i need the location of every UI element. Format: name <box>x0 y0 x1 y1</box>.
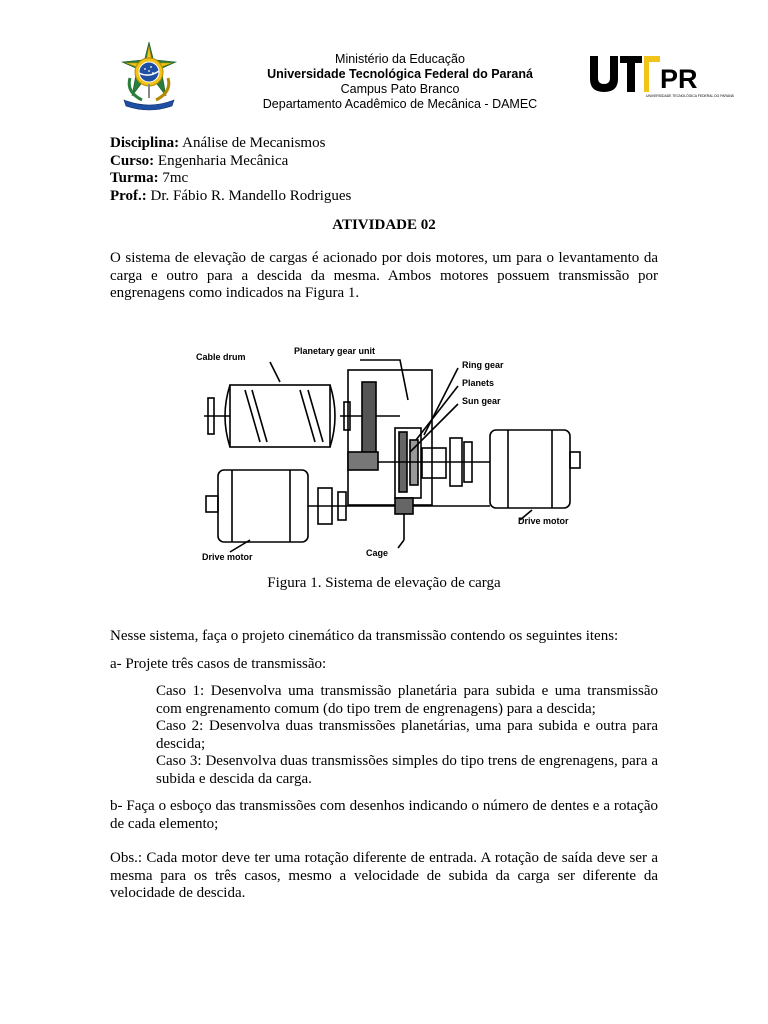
disciplina-value: Análise de Mecanismos <box>182 135 326 151</box>
prof-label: Prof.: <box>110 187 147 204</box>
label-planets: Planets <box>462 378 495 388</box>
case-1: Caso 1: Desenvolva uma transmissão planetária para subida e uma transmissão com engrenamento comum (do tipo trem de engrenagens) para a descida; <box>156 683 658 717</box>
institution-header <box>230 52 570 112</box>
disciplina-line <box>110 135 351 153</box>
figure-caption: Figura 1. Sistema de elevação de carga <box>267 575 501 591</box>
label-cable-drum: Cable drum <box>196 352 246 362</box>
turma-label: Turma: <box>110 170 159 186</box>
ministry-name: Ministério da Educação <box>335 52 465 66</box>
utfpr-logo <box>588 52 734 98</box>
system-paragraph: Nesse sistema, faça o projeto cinemático da transmissão contendo os seguintes itens: <box>110 628 619 644</box>
item-a: a- Projete três casos de transmissão: <box>110 656 327 672</box>
label-ring-gear: Ring gear <box>462 360 504 370</box>
brazil-coat-of-arms-icon <box>118 40 180 110</box>
department-name: Departamento Acadêmico de Mecânica - DAMEC <box>262 97 538 111</box>
svg-text:PR: PR <box>660 64 698 94</box>
prof-line <box>110 188 351 206</box>
obs-paragraph: Obs.: Cada motor deve ter uma rotação diferente de entrada. A rotação de saída deve ser a mesma para os três casos, mesmo a velocidade de subida da carga ser diferente da velocidade de descida. <box>110 850 658 901</box>
hoist-system-diagram <box>190 340 590 570</box>
activity-title: ATIVIDADE 02 <box>332 217 436 233</box>
campus-name: Campus Pato Branco <box>340 82 460 96</box>
intro-paragraph: O sistema de elevação de cargas é acionado por dois motores, um para o levantamento da carga e outro para a descida da mesma. Ambos motores possuem transmissão por engrenagens como indicados na Figura 1. <box>110 250 658 301</box>
university-name: Universidade Tecnológica Federal do Paraná <box>267 67 533 81</box>
curso-line <box>110 153 351 171</box>
cases-list <box>156 683 658 788</box>
course-info <box>110 135 351 205</box>
case-2: Caso 2: Desenvolva duas transmissões planetárias, uma para subida e outra para descida; <box>156 718 658 752</box>
prof-value: Dr. Fábio R. Mandello Rodrigues <box>150 187 352 204</box>
utfpr-logo-subtext: UNIVERSIDADE TECNOLÓGICA FEDERAL DO PARANÁ <box>646 94 734 98</box>
turma-value: 7mc <box>162 170 189 186</box>
label-planetary-gear-unit: Planetary gear unit <box>294 346 376 356</box>
disciplina-label: Disciplina: <box>110 135 180 151</box>
label-cage: Cage <box>366 548 389 558</box>
label-sun-gear: Sun gear <box>462 396 501 406</box>
label-drive-motor-right: Drive motor <box>518 516 569 526</box>
curso-label: Curso: <box>110 152 155 169</box>
turma-line <box>110 170 351 188</box>
item-b: b- Faça o esboço das transmissões com desenhos indicando o número de dentes e a rotação de cada elemento; <box>110 798 658 832</box>
curso-value: Engenharia Mecânica <box>157 152 289 169</box>
label-drive-motor-left: Drive motor <box>202 552 253 562</box>
case-3: Caso 3: Desenvolva duas transmissões simples do tipo trens de engrenagens, para a subida e descida da carga. <box>156 753 658 787</box>
